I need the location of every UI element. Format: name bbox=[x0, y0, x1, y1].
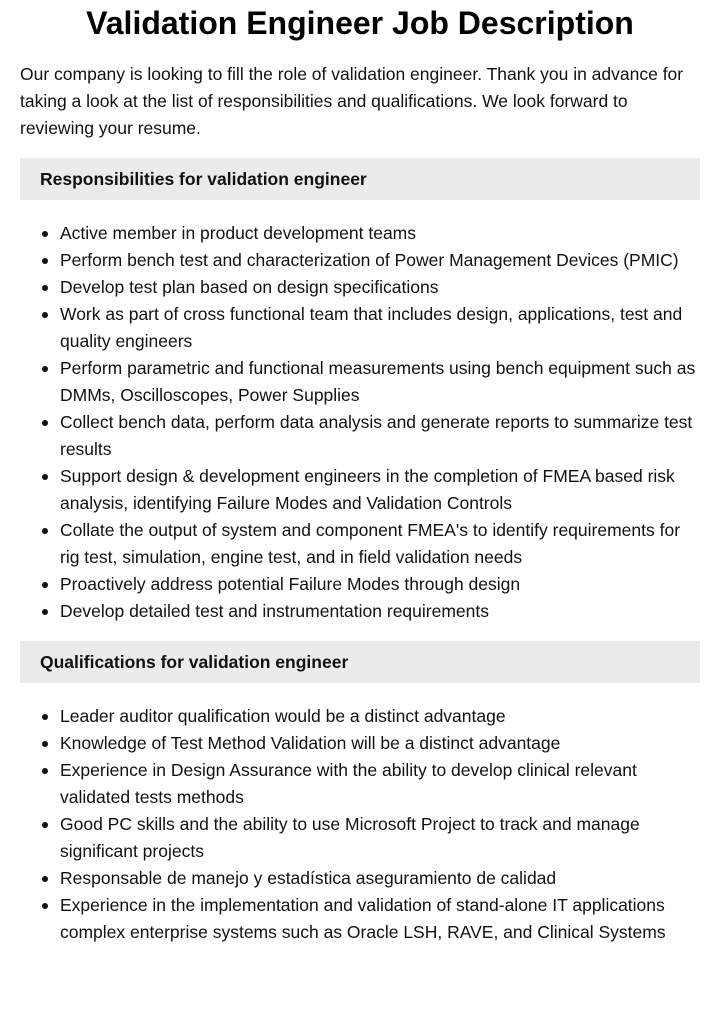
bullet-icon bbox=[42, 366, 48, 372]
list-item bbox=[20, 598, 700, 625]
bullet-icon bbox=[42, 474, 48, 480]
list-item-text: Collect bench data, perform data analysis and generate reports to summarize test results bbox=[60, 412, 693, 459]
bullet-icon bbox=[42, 903, 48, 909]
bullet-icon bbox=[42, 231, 48, 237]
list-item bbox=[20, 220, 700, 247]
qualifications-heading: Qualifications for validation engineer bbox=[20, 641, 700, 683]
list-item-text: Knowledge of Test Method Validation will be a distinct advantage bbox=[60, 733, 561, 753]
list-item-text: Perform parametric and functional measurements using bench equipment such as DMMs, Oscilloscopes, Power Supplies bbox=[60, 358, 696, 405]
list-item bbox=[20, 463, 700, 517]
list-item bbox=[20, 247, 700, 274]
list-item-text: Collate the output of system and component FMEA's to identify requirements for rig test, simulation, engine test, and in field validation needs bbox=[60, 520, 681, 567]
bullet-icon bbox=[42, 876, 48, 882]
list-item-text: Perform bench test and characterization of Power Management Devices (PMIC) bbox=[60, 250, 679, 270]
bullet-icon bbox=[42, 312, 48, 318]
list-item-text: Support design & development engineers in the completion of FMEA based risk analysis, identifying Failure Modes and Validation Controls bbox=[60, 466, 675, 513]
qualifications-list bbox=[20, 703, 700, 946]
list-item bbox=[20, 703, 700, 730]
intro-paragraph: Our company is looking to fill the role of validation engineer. Thank you in advance for taking a look at the list of responsibilities and qualifications. We look forward to reviewing your resume. bbox=[20, 64, 684, 138]
list-item bbox=[20, 409, 700, 463]
bullet-icon bbox=[42, 420, 48, 426]
bullet-icon bbox=[42, 768, 48, 774]
bullet-icon bbox=[42, 528, 48, 534]
list-item-text: Experience in the implementation and validation of stand-alone IT applications complex enterprise systems such as Oracle LSH, RAVE, and Clinical Systems bbox=[60, 895, 666, 942]
list-item bbox=[20, 301, 700, 355]
responsibilities-heading: Responsibilities for validation engineer bbox=[20, 158, 700, 200]
list-item bbox=[20, 355, 700, 409]
list-item bbox=[20, 811, 700, 865]
bullet-icon bbox=[42, 258, 48, 264]
list-item bbox=[20, 892, 700, 946]
list-item-text: Experience in Design Assurance with the ability to develop clinical relevant validated tests methods bbox=[60, 760, 637, 807]
list-item bbox=[20, 730, 700, 757]
page-title: Validation Engineer Job Description bbox=[86, 5, 634, 41]
list-item-text: Develop test plan based on design specifications bbox=[60, 277, 439, 297]
list-item-text: Good PC skills and the ability to use Microsoft Project to track and manage significant projects bbox=[60, 814, 640, 861]
list-item bbox=[20, 571, 700, 598]
bullet-icon bbox=[42, 741, 48, 747]
list-item bbox=[20, 757, 700, 811]
bullet-icon bbox=[42, 285, 48, 291]
list-item-text: Work as part of cross functional team that includes design, applications, test and quality engineers bbox=[60, 304, 683, 351]
bullet-icon bbox=[42, 714, 48, 720]
bullet-icon bbox=[42, 609, 48, 615]
bullet-icon bbox=[42, 582, 48, 588]
list-item bbox=[20, 865, 700, 892]
list-item-text: Leader auditor qualification would be a distinct advantage bbox=[60, 706, 506, 726]
bullet-icon bbox=[42, 822, 48, 828]
list-item-text: Responsable de manejo y estadística aseguramiento de calidad bbox=[60, 868, 557, 888]
list-item bbox=[20, 274, 700, 301]
list-item-text: Active member in product development teams bbox=[60, 223, 416, 243]
list-item-text: Proactively address potential Failure Modes through design bbox=[60, 574, 521, 594]
list-item-text: Develop detailed test and instrumentation requirements bbox=[60, 601, 489, 621]
responsibilities-list bbox=[20, 220, 700, 625]
list-item bbox=[20, 517, 700, 571]
